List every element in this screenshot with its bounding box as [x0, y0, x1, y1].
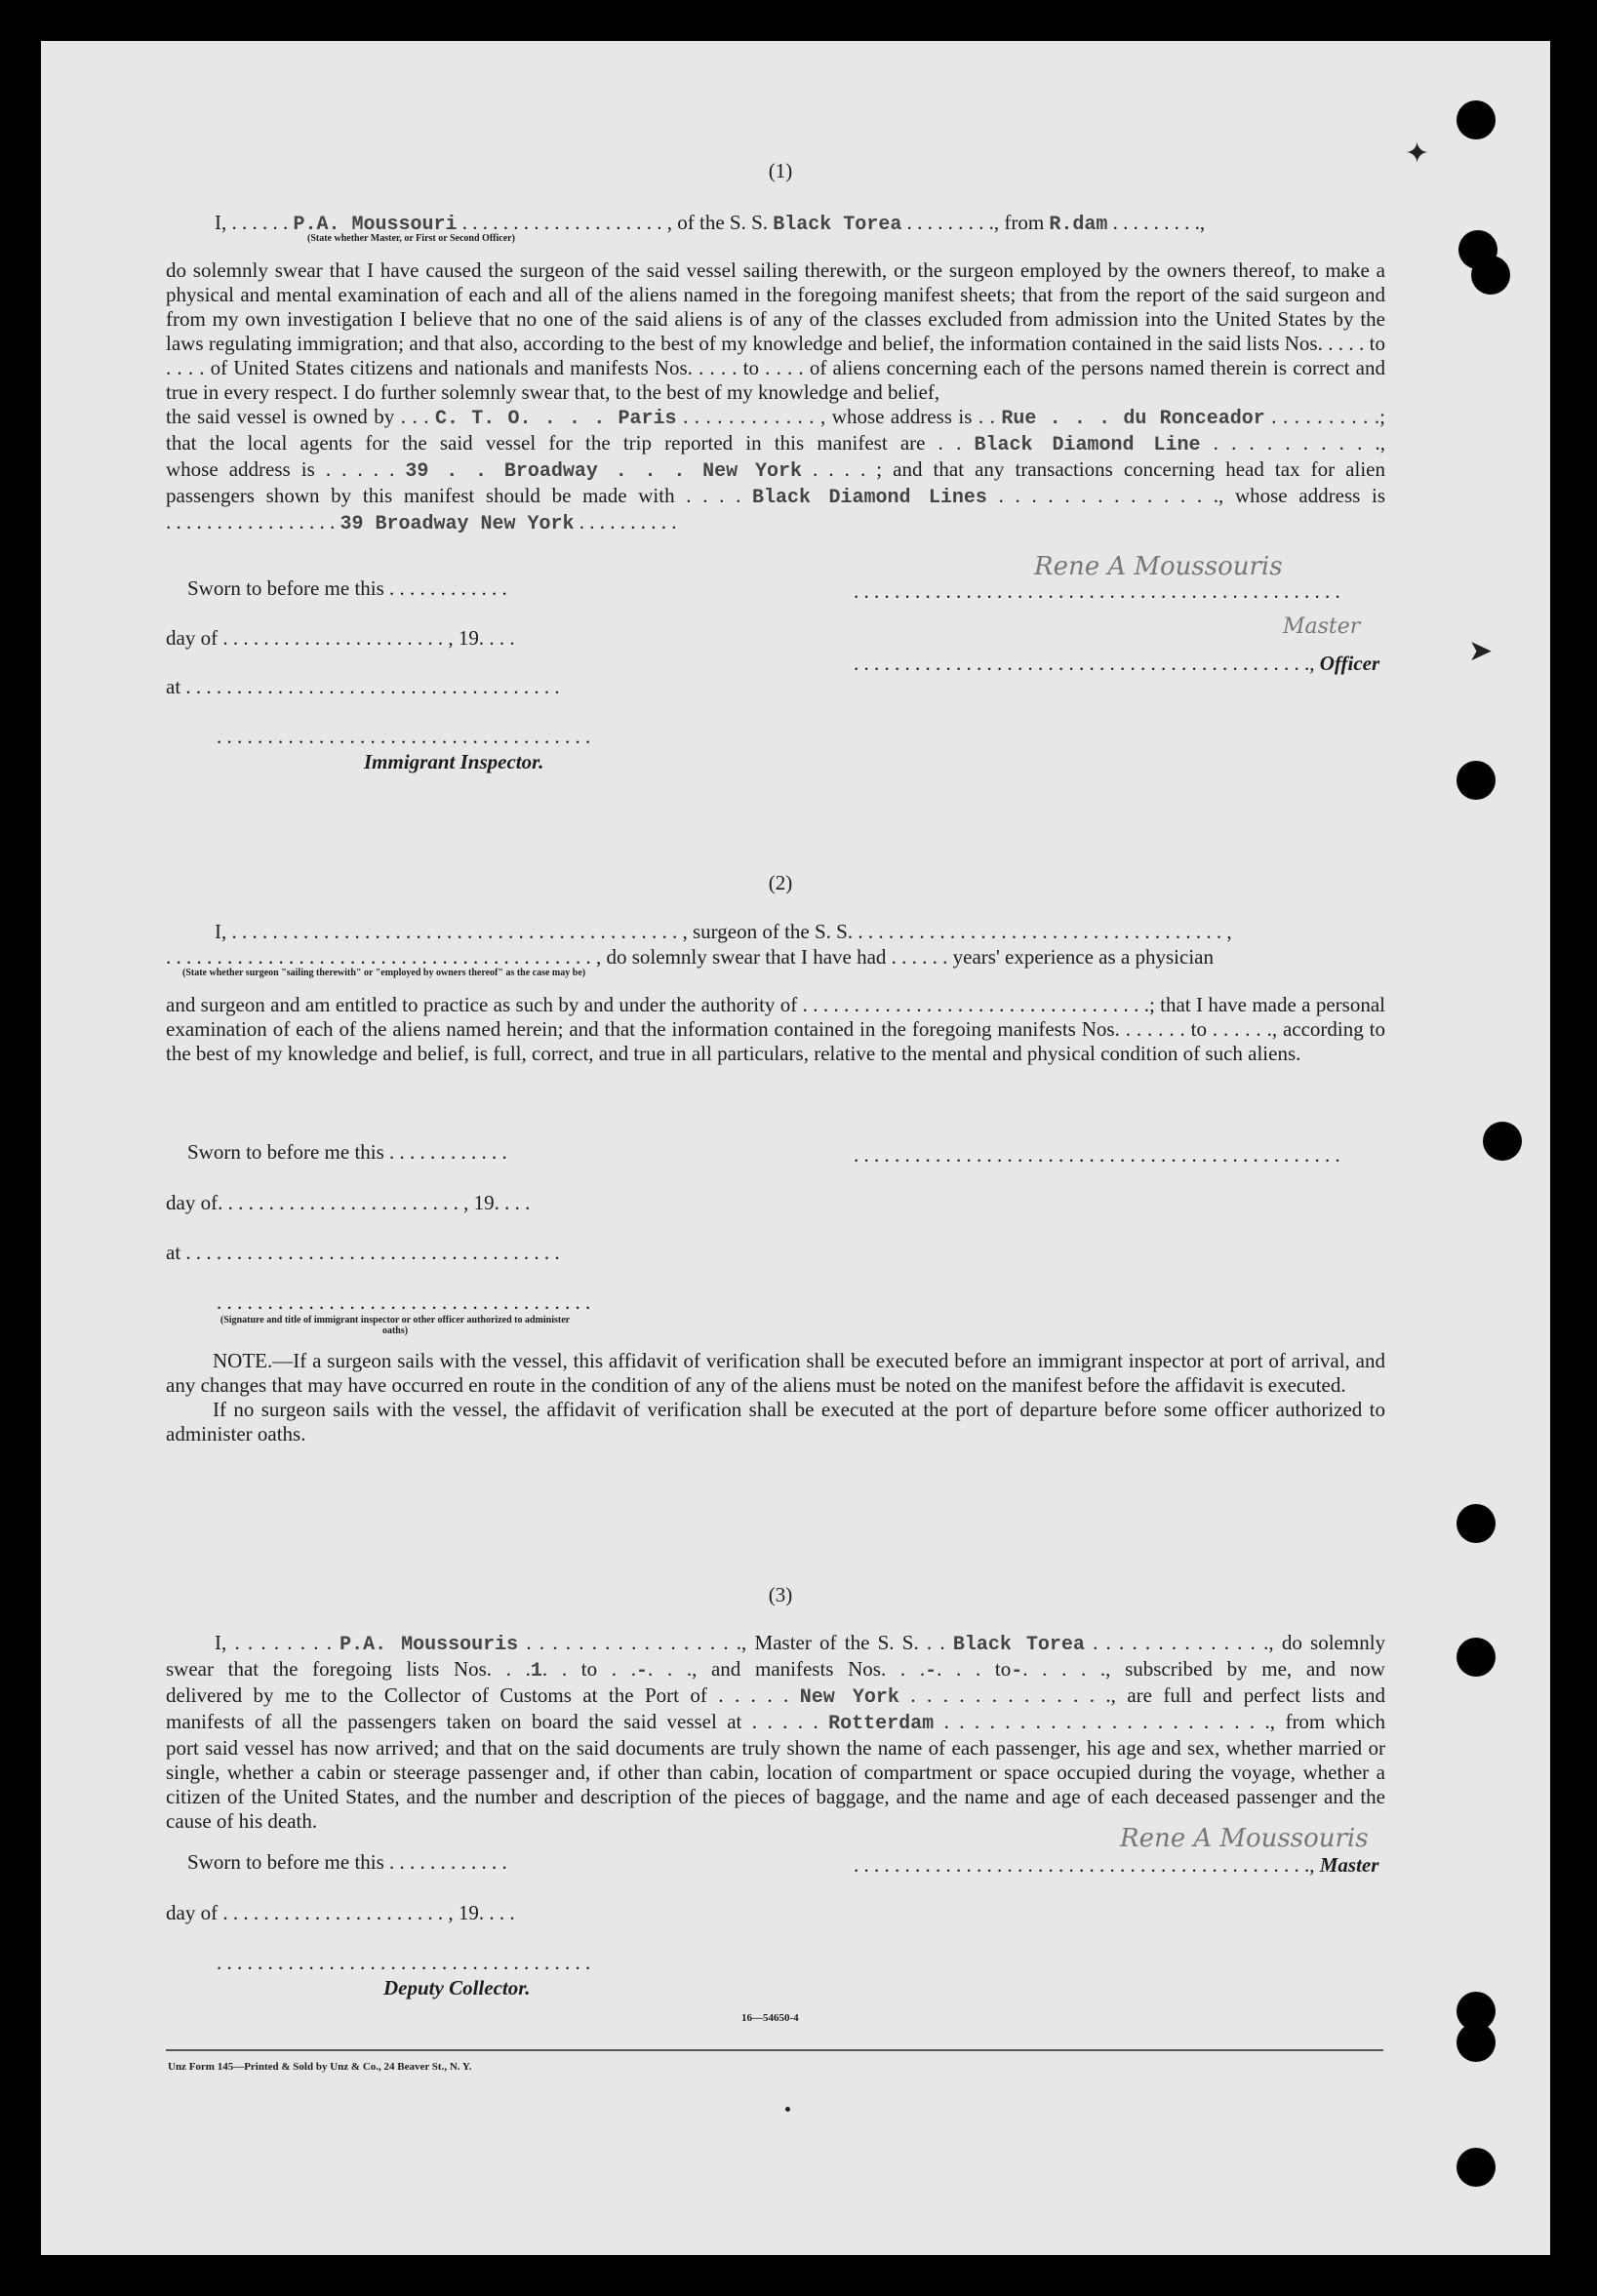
- surgeon-body: and surgeon and am entitled to practice as such by and under the authority of . . . . . . . . . . . . . . . . . . . . . . . . . . . . . . . . . .; that I have made a personal examination of each of the aliens named herein; and that the information contained in the foregoing manifests Nos. . . . . . . to . . . . . ., according to the best of my knowledge and belief, is full, correct, and true in all particulars, relative to the mental and physical condition of such aliens.: [166, 993, 1385, 1065]
- officer-label: Officer: [1319, 652, 1380, 675]
- inspector-line: . . . . . . . . . . . . . . . . . . . . . . . . . . . . . . . . . . . . .: [217, 725, 591, 748]
- surgeon-line-2: . . . . . . . . . . . . . . . . . . . . . . . . . . . . . . . . . . . . . . . . . . , do solemnly swear that I have had . . . . . . years' experience as a physician: [166, 945, 1214, 969]
- punch-hole: [1457, 100, 1496, 139]
- at-line: at . . . . . . . . . . . . . . . . . . . . . . . . . . . . . . . . . . . . .: [166, 1241, 560, 1264]
- vessel-name: Black Torea: [952, 1634, 1085, 1656]
- form-code: 16—54650-4: [741, 2012, 799, 2024]
- surgeon-state-note: (State whether surgeon "sailing therewith" or "employed by owners thereof" as the case may be): [182, 968, 586, 978]
- master-signature: Rene A Moussouris: [1120, 1824, 1369, 1853]
- ink-mark: ✦: [1405, 138, 1430, 170]
- master-label: Master: [1319, 1853, 1379, 1877]
- master-oath: I, . . . . . . . . P.A. Moussouris . . . . . . . . . . . . . . . . ., Master of the S. S. . . Black Torea . . . . . . . . . . . . . ., do solemnly swear that the foregoing lists Nos. . .1. . to . .-. . ., and manifests Nos. . .-. . . to-. . . . ., subscribed by me, and now delivered by me to the Collector of Customs at the Port of . . . . . New York . . . . . . . . . . . . ., are full and perfect lists and manifests of all the passengers taken on board the said vessel at . . . . . Rotterdam . . . . . . . . . . . . . . . . . . . . . ., from which port said vessel has now arrived; and that on the said documents are truly shown the name of each passenger, his age and sex, whether married or single, whether a cabin or steerage passenger and, if other than cabin, location of compartment or space occupied during the voyage, whether a citizen of the United States, and the number and description of the pieces of baggage, and the name and age of each deceased passenger and the cause of his death.: [166, 1631, 1386, 1833]
- punch-hole: [1483, 1122, 1522, 1161]
- inspector-label: Immigrant Inspector.: [364, 750, 544, 773]
- surgeon-line-1: I, . . . . . . . . . . . . . . . . . . . . . . . . . . . . . . . . . . . . . . . . . . . . , surgeon of the S. S. . . . . . . . . . . . . . . . . . . . . . . . . . . . . . . . . . . . . ,: [215, 920, 1232, 943]
- oath-body-1: do solemnly swear that I have caused the surgeon of the said vessel sailing therewith, or the surgeon employed by the owners thereof, to make a physical and mental examination of each and all of the aliens named in the foregoing manifest sheets; that from the report of the said surgeon and from my own investigation I believe that no one of the said aliens is of any of the classes excluded from admission into the United States by the laws regulating immigration; and that also, according to the best of my knowledge and belief, the information contained in the said lists Nos. . . . . to . . . . of United States citizens and nationals and manifests Nos. . . . . to . . . . of aliens concerning each of the persons named therein is correct and true in every respect. I do further solemnly swear that, to the best of my knowledge and belief, the said vessel is owned by . . . C. T. O. . . . Paris . . . . . . . . . . . . , whose address is . . Rue . . . du Ronceador . . . . . . . . . .; that the local agents for the said vessel for the trip reported in this manifest are . . Black Diamond Line . . . . . . . . . ., whose address is . . . . . 39 . . Broadway . . . New York . . . . ; and that any transactions concerning head tax for alien passengers shown by this manifest should be made with . . . . Black Diamond Lines . . . . . . . . . . . . . ., whose address is . . . . . . . . . . . . . . . . . 39 Broadway New York . . . . . . . . . .: [166, 258, 1386, 535]
- sworn-line: Sworn to before me this . . . . . . . . . . . .: [187, 1140, 507, 1164]
- collector-label: Deputy Collector.: [383, 1976, 531, 1999]
- footer-rule: [166, 2049, 1383, 2051]
- punch-hole: [1457, 1638, 1496, 1677]
- officer-line: . . . . . . . . . . . . . . . . . . . . . . . . . . . . . . . . . . . . . . . . . . . . ., Officer: [854, 652, 1380, 675]
- day-of-line: day of . . . . . . . . . . . . . . . . . . . . . . , 19. . . .: [166, 1901, 515, 1924]
- punch-hole: [1457, 2148, 1496, 2187]
- officer-name: P.A. Moussouri: [293, 214, 458, 236]
- inspector-note: (Signature and title of immigrant inspector or other officer authorized to administer oaths): [220, 1315, 571, 1336]
- surgeon-note: NOTE.—If a surgeon sails with the vessel, this affidavit of verification shall be executed before an immigrant inspector at port of arrival, and any changes that may have occurred en route in the condition of any of the aliens must be noted on the manifest before the affidavit is executed. If no surgeon sails with the vessel, the affidavit of verification shall be executed at the port of departure before some officer authorized to administer oaths.: [166, 1349, 1385, 1445]
- inspector-line: . . . . . . . . . . . . . . . . . . . . . . . . . . . . . . . . . . . . .: [217, 1290, 591, 1314]
- agents-address: 39 . . Broadway . . . New York: [405, 460, 802, 483]
- section-number: (1): [768, 159, 793, 182]
- officer-signature: Rene A Moussouris: [1034, 552, 1283, 581]
- list-number: 1: [530, 1660, 542, 1682]
- day-of-line: day of. . . . . . . . . . . . . . . . . . . . . . . . , 19. . . .: [166, 1191, 531, 1214]
- punch-hole: [1471, 256, 1510, 295]
- ink-mark: ➤: [1468, 635, 1494, 667]
- oath-line-1: I, . . . . . . P.A. Moussouri . . . . . . . . . . . . . . . . . . . . , of the S. S. Black Torea . . . . . . . . ., from R.dam . . . . . . . . .,: [215, 211, 1206, 236]
- master-name: P.A. Moussouris: [339, 1634, 519, 1656]
- officer-title-handwritten: Master: [1283, 614, 1361, 639]
- punch-hole: [1457, 1504, 1496, 1543]
- master-line: . . . . . . . . . . . . . . . . . . . . . . . . . . . . . . . . . . . . . . . . . . . . ., Master: [854, 1853, 1379, 1877]
- punch-hole: [1457, 2023, 1496, 2062]
- state-note: (State whether Master, or First or Second Officer): [307, 233, 515, 244]
- boarding-port: Rotterdam: [828, 1713, 935, 1735]
- signature-line: . . . . . . . . . . . . . . . . . . . . . . . . . . . . . . . . . . . . . . . . . . . . . . . .: [854, 1143, 1340, 1167]
- signature-line: . . . . . . . . . . . . . . . . . . . . . . . . . . . . . . . . . . . . . . . . . . . . . . . .: [854, 579, 1340, 603]
- sworn-line: Sworn to before me this . . . . . . . . . . . .: [187, 1850, 507, 1874]
- local-agents: Black Diamond Line: [974, 434, 1201, 456]
- dot-mark: [785, 2107, 790, 2112]
- collector-line: . . . . . . . . . . . . . . . . . . . . . . . . . . . . . . . . . . . . .: [217, 1951, 591, 1974]
- sworn-line: Sworn to before me this . . . . . . . . . . . .: [187, 576, 507, 600]
- headtax-address: 39 Broadway New York: [339, 513, 575, 535]
- punch-hole: [1457, 761, 1496, 800]
- owner-address: Rue . . . du Ronceador: [1001, 408, 1265, 430]
- section-number: (3): [768, 1583, 793, 1606]
- arrival-port: New York: [799, 1686, 899, 1709]
- vessel-name: Black Torea: [773, 214, 902, 236]
- section-number: (2): [768, 871, 793, 894]
- vessel-owner: C. T. O. . . . Paris: [435, 408, 677, 430]
- printer-credit: Unz Form 145—Printed & Sold by Unz & Co., 24 Beaver St., N. Y.: [168, 2061, 472, 2073]
- headtax-party: Black Diamond Lines: [752, 487, 987, 509]
- day-of-line: day of . . . . . . . . . . . . . . . . . . . . . . , 19. . . .: [166, 626, 515, 650]
- departure-port: R.dam: [1049, 214, 1108, 236]
- at-line: at . . . . . . . . . . . . . . . . . . . . . . . . . . . . . . . . . . . . .: [166, 675, 560, 698]
